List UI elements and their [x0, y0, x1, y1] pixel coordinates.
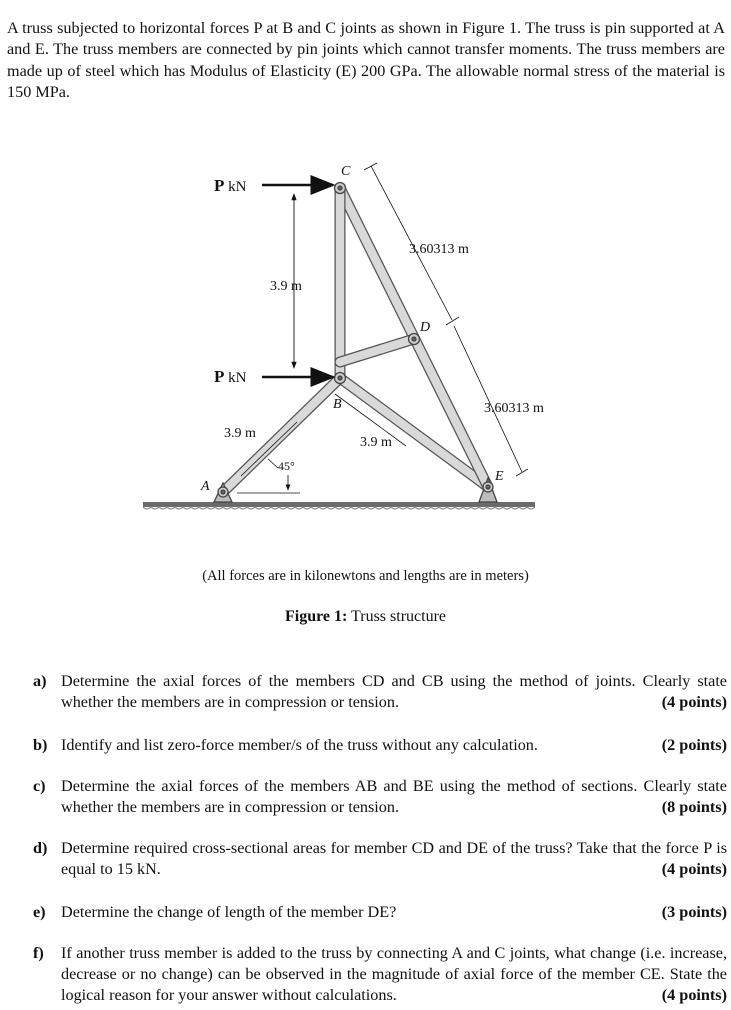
- question-label: b): [33, 736, 48, 754]
- question-label: c): [33, 777, 46, 795]
- joint-label-b: B: [333, 397, 342, 412]
- intro-paragraph: [7, 18, 725, 103]
- dim-label-cd: 3.60313 m: [409, 242, 469, 257]
- question-d: [33, 838, 727, 880]
- dim-label-de: 3.60313 m: [484, 401, 544, 416]
- force-label-top: P kN: [214, 176, 247, 195]
- question-points: (3 points): [661, 903, 727, 921]
- question-f: [33, 943, 727, 1006]
- question-points: (8 points): [661, 798, 727, 816]
- question-label: d): [33, 839, 48, 857]
- question-label: a): [33, 672, 47, 690]
- member-bd: [340, 339, 414, 362]
- intro-text: A truss subjected to horizontal forces P at B and C joints as shown in Figure 1. The truss is pin supported at A and E. The truss members are connected by pin joints which cannot transfer moments. The truss members are made up of steel which has Modulus of Elasticity (E) 200 GPa. The allowable normal stress of the material is 150 MPa.: [7, 19, 725, 101]
- force-label-mid: P kN: [214, 367, 247, 386]
- joint-label-a: A: [201, 479, 210, 494]
- truss-figure: [0, 150, 731, 580]
- question-label: f): [33, 944, 44, 962]
- question-text: Determine required cross-sectional areas for member CD and DE of the truss? Take that the force P is equal to 15 kN.: [61, 839, 727, 878]
- question-points: (4 points): [661, 860, 727, 878]
- figure-caption: [0, 608, 731, 626]
- joint-label-d: D: [420, 320, 431, 335]
- question-label: e): [33, 903, 46, 921]
- figure-caption-bold: Figure 1:: [284, 608, 348, 625]
- angle-label: 45°: [278, 459, 295, 473]
- joint-label-c: C: [341, 164, 351, 179]
- dim-label-be: 3.9 m: [360, 435, 392, 450]
- question-text: Determine the change of length of the member DE?: [61, 903, 397, 921]
- question-text: Determine the axial forces of the members CD and CB using the method of joints. Clearly state whether the members are in compression or tension.: [61, 672, 727, 711]
- dim-label-vertical: 3.9 m: [270, 279, 302, 294]
- question-text: Identify and list zero-force member/s of the truss without any calculation.: [61, 736, 538, 754]
- joint-label-e: E: [495, 469, 504, 484]
- question-c: [33, 776, 727, 818]
- ground-support: [143, 502, 535, 509]
- question-points: (2 points): [661, 736, 727, 754]
- question-a: [33, 671, 727, 713]
- question-points: (4 points): [661, 986, 727, 1004]
- question-text: If another truss member is added to the truss by connecting A and C joints, what change (i.e. increase, decrease or no change) can be observed in the magnitude of axial force of the member CE. State the logical reason for your answer without calculations.: [61, 944, 727, 1004]
- question-points: (4 points): [661, 693, 727, 711]
- truss-members: [223, 188, 488, 492]
- question-e: [33, 902, 727, 923]
- figure-note: (All forces are in kilonewtons and lengths are in meters): [202, 568, 529, 584]
- dim-label-ab: 3.9 m: [224, 426, 256, 441]
- question-text: Determine the axial forces of the members AB and BE using the method of sections. Clearly state whether the members are in compression or tension.: [61, 777, 727, 816]
- truss-diagram: [0, 150, 731, 580]
- figure-caption-text: Truss structure: [347, 608, 447, 625]
- question-b: [33, 735, 727, 756]
